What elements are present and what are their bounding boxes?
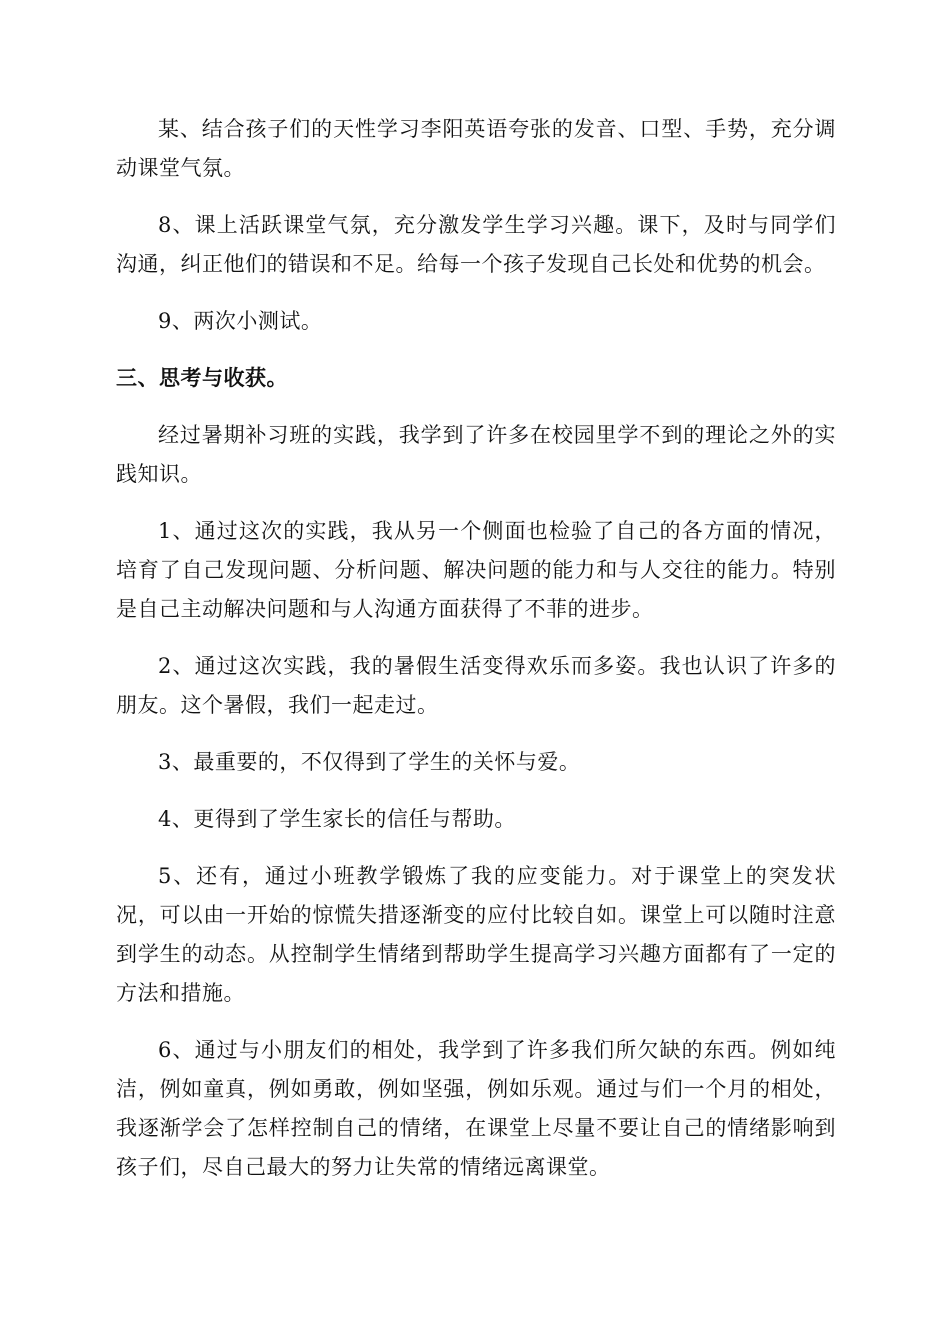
document-body [116, 110, 836, 1205]
paragraph-item-6: 6、通过与小朋友们的相处，我学到了许多我们所欠缺的东西。例如纯洁，例如童真，例如勇敢，例如坚强，例如乐观。通过与们一个月的相处，我逐渐学会了怎样控制自己的情绪，在课堂上尽量不要让自己的情绪影响到孩子们，尽自己最大的努力让失常的情绪远离课堂。 [116, 1038, 836, 1179]
section-heading: 三、思考与收获。 [116, 366, 288, 390]
paragraph-item-3: 3、最重要的，不仅得到了学生的关怀与爱。 [158, 750, 581, 774]
paragraph-item-2: 2、通过这次实践，我的暑假生活变得欢乐而多姿。我也认识了许多的朋友。这个暑假，我们一起走过。 [116, 654, 836, 717]
paragraph-item-9: 9、两次小测试。 [158, 309, 323, 333]
paragraph-intro: 经过暑期补习班的实践，我学到了许多在校园里学不到的理论之外的实践知识。 [116, 423, 836, 486]
paragraph-item-8: 8、课上活跃课堂气氛，充分激发学生学习兴趣。课下，及时与同学们沟通，纠正他们的错误和不足。给每一个孩子发现自己长处和优势的机会。 [116, 213, 836, 276]
paragraph-item-4: 4、更得到了学生家长的信任与帮助。 [158, 807, 516, 831]
paragraph-item-mou: 某、结合孩子们的天性学习李阳英语夸张的发音、口型、手势，充分调动课堂气氛。 [116, 117, 836, 180]
paragraph-item-5: 5、还有，通过小班教学锻炼了我的应变能力。对于课堂上的突发状况，可以由一开始的惊慌失措逐渐变的应付比较自如。课堂上可以随时注意到学生的动态。从控制学生情绪到帮助学生提高学习兴趣方面都有了一定的方法和措施。 [116, 864, 836, 1005]
paragraph-item-1: 1、通过这次的实践，我从另一个侧面也检验了自己的各方面的情况，培育了自己发现问题、分析问题、解决问题的能力和与人交往的能力。特别是自己主动解决问题和与人沟通方面获得了不菲的进步。 [116, 519, 836, 621]
